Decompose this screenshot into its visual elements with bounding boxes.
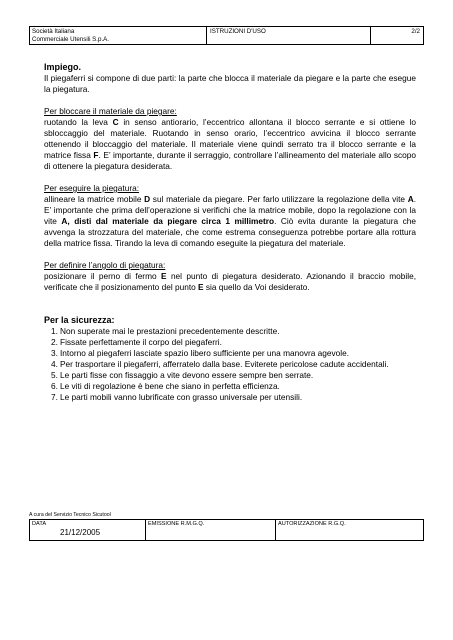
list-item: 6. Le viti di regolazione è bene che siano in perfetta efficienza. <box>51 381 280 391</box>
list-item: 3. Intorno al piegaferri lasciate spazio libero sufficiente per una manovra agevole. <box>51 348 350 358</box>
date-label: DATA <box>32 521 47 527</box>
header-table <box>29 26 424 45</box>
list-item: 1. Non superate mai le prestazioni precedentemente descritte. <box>51 326 280 336</box>
paragraph-bloccare: ruotando la leva C in senso antiorario, l’eccentrico allontana il blocco serrante e si ottiene lo sbloccaggio del materiale. Ruotando in senso orario, l’eccentrico avvicina il blocco serrante ottenendo il bloccaggio del materiale. Il materiale viene quindi serrato tra il blocco serrante e la matrice fissa F. E’ importante, durante il serraggio, controllare l’allineamento del materiale allo scopo di ottenere la piegatura desiderata. <box>44 117 416 171</box>
footer-note: A cura del Servizio Tecnico Sicutool <box>29 512 111 518</box>
list-item: 2. Fissate perfettamente il corpo del piegaferri. <box>51 337 222 347</box>
document-body <box>44 62 416 403</box>
company-line-1: Società Italiana <box>32 28 75 35</box>
section-heading-piegatura: Per eseguire la piegatura: <box>44 183 140 193</box>
paragraph-impiego: Il piegaferri si compone di due parti: la parte che blocca il materiale da piegare e la parte che esegue la piegatura. <box>44 73 416 94</box>
list-item: 7. Le parti mobili vanno lubrificate con grasso universale per utensili. <box>51 392 303 402</box>
header-divider <box>206 27 207 44</box>
section-heading-angolo: Per definire l’angolo di piegatura: <box>44 260 166 270</box>
date-value: 21/12/2005 <box>60 528 101 537</box>
company-line-2: Commerciale Utensili S.p.A. <box>32 36 110 43</box>
document-title: ISTRUZIONI D'USO <box>210 28 266 35</box>
section-heading-sicurezza: Per la sicurezza: <box>44 315 115 325</box>
section-heading-bloccare: Per bloccare il materiale da piegare: <box>44 106 177 116</box>
safety-list <box>44 326 416 403</box>
header-divider <box>370 27 371 44</box>
footer-divider <box>145 520 146 540</box>
autorizzazione-label: AUTORIZZAZIONE R.G.Q. <box>278 521 346 527</box>
page-number: 2/2 <box>411 28 420 35</box>
footer-divider <box>275 520 276 540</box>
footer-table <box>29 519 424 541</box>
list-item: 4. Per trasportare il piegaferri, afferratelo dalla base. Eviterete pericolose cadute accidentali. <box>51 359 389 369</box>
section-heading-impiego: Impiego. <box>44 62 82 72</box>
list-item: 5. Le parti fisse con fissaggio a vite devono essere sempre ben serrate. <box>51 370 314 380</box>
paragraph-angolo: posizionare il perno di fermo E nel punto di piegatura desiderato. Azionando il braccio mobile, verificate che il posizionamento del punto E sia quello da Voi desiderato. <box>44 271 416 292</box>
company-name <box>32 28 182 44</box>
paragraph-piegatura: allineare la matrice mobile D sul materiale da piegare. Per farlo utilizzare la regolazione della vite A. E’ importante che prima dell’operazione si verifichi che la matrice mobile, dopo la regolazione con la vite A, disti dal materiale da piegare circa 1 millimetro. Ciò evita durante la piegatura che avvenga la strozzatura del materiale, che come estrema conseguenza potrebbe portare alla rottura della matrice fissa. Tirando la leva di comando eseguite la piegatura del materiale. <box>44 194 416 248</box>
emissione-label: EMISSIONE R.M.G.Q. <box>148 521 205 527</box>
